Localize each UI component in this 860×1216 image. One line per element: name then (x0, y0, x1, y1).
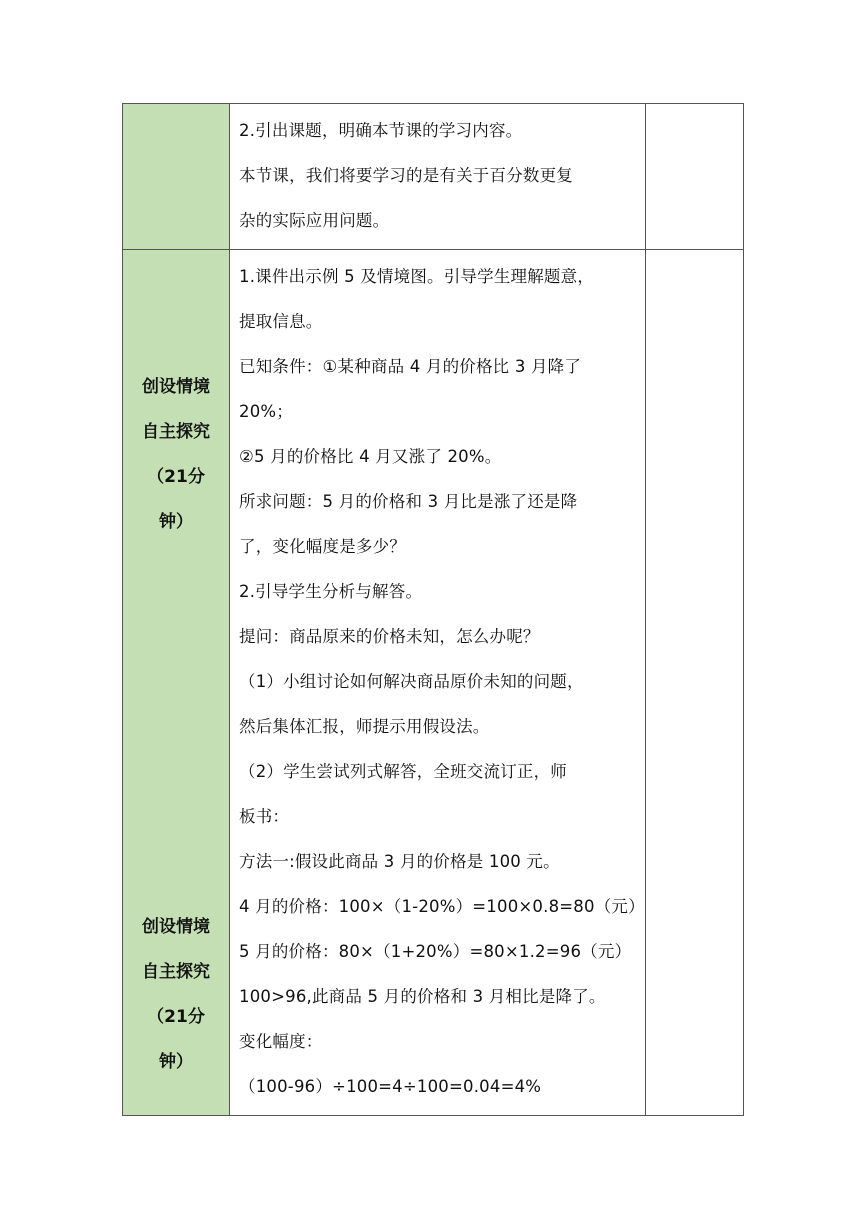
content-line: 方法一:假设此商品 3 月的价格是 100 元。 (239, 852, 560, 871)
stage-label: 创设情境 (142, 917, 210, 937)
notes-cell (646, 104, 744, 250)
content-line: （2）学生尝试列式解答，全班交流订正，师 (239, 762, 567, 781)
content-line: 2.引导学生分析与解答。 (239, 582, 423, 601)
content-line: 100>96,此商品 5 月的价格和 3 月相比是降了。 (239, 987, 606, 1006)
stage-label: 自主探究 (142, 422, 210, 442)
content-line: 板书： (239, 807, 290, 826)
content-line: 1.课件出示例 5 及情境图。引导学生理解题意， (239, 267, 595, 286)
content-cell (230, 104, 646, 250)
notes-cell (646, 250, 744, 1116)
stage-label: 钟） (159, 512, 193, 532)
lesson-plan-table (122, 103, 744, 1116)
content-cell (230, 250, 646, 1116)
content-line: （1）小组讨论如何解决商品原价未知的问题， (239, 672, 584, 691)
stage-label: 钟） (159, 1052, 193, 1072)
content-line: 本节课，我们将要学习的是有关于百分数更复 (239, 166, 573, 185)
content-line: 所求问题：5 月的价格和 3 月比是涨了还是降 (239, 492, 578, 511)
content-line: 2.引出课题，明确本节课的学习内容。 (239, 121, 523, 140)
stage-label: 自主探究 (142, 962, 210, 982)
content-line: 杂的实际应用问题。 (239, 211, 390, 230)
stage-cell (123, 104, 230, 250)
content-line: 20%； (239, 402, 293, 421)
content-line: 已知条件：①某种商品 4 月的价格比 3 月降了 (239, 357, 582, 376)
content-line: 提问：商品原来的价格未知，怎么办呢？ (239, 627, 540, 646)
content-line: （100-96）÷100=4÷100=0.04=4% (239, 1077, 542, 1096)
content-line: 提取信息。 (239, 312, 323, 331)
content-line: 了，变化幅度是多少？ (239, 537, 406, 556)
content-line: 4 月的价格：100×（1-20%）=100×0.8=80（元） (239, 897, 645, 916)
stage-label: 创设情境 (142, 377, 210, 397)
content-line: 变化幅度： (239, 1032, 323, 1051)
content-line: 然后集体汇报，师提示用假设法。 (239, 717, 490, 736)
content-line: ②5 月的价格比 4 月又涨了 20%。 (239, 447, 502, 466)
table-row (123, 250, 744, 1116)
stage-cell (123, 250, 230, 1116)
stage-label: （21分 (147, 1007, 205, 1027)
content-line: 5 月的价格：80×（1+20%）=80×1.2=96（元） (239, 942, 632, 961)
table-row (123, 104, 744, 250)
stage-label: （21分 (147, 467, 205, 487)
